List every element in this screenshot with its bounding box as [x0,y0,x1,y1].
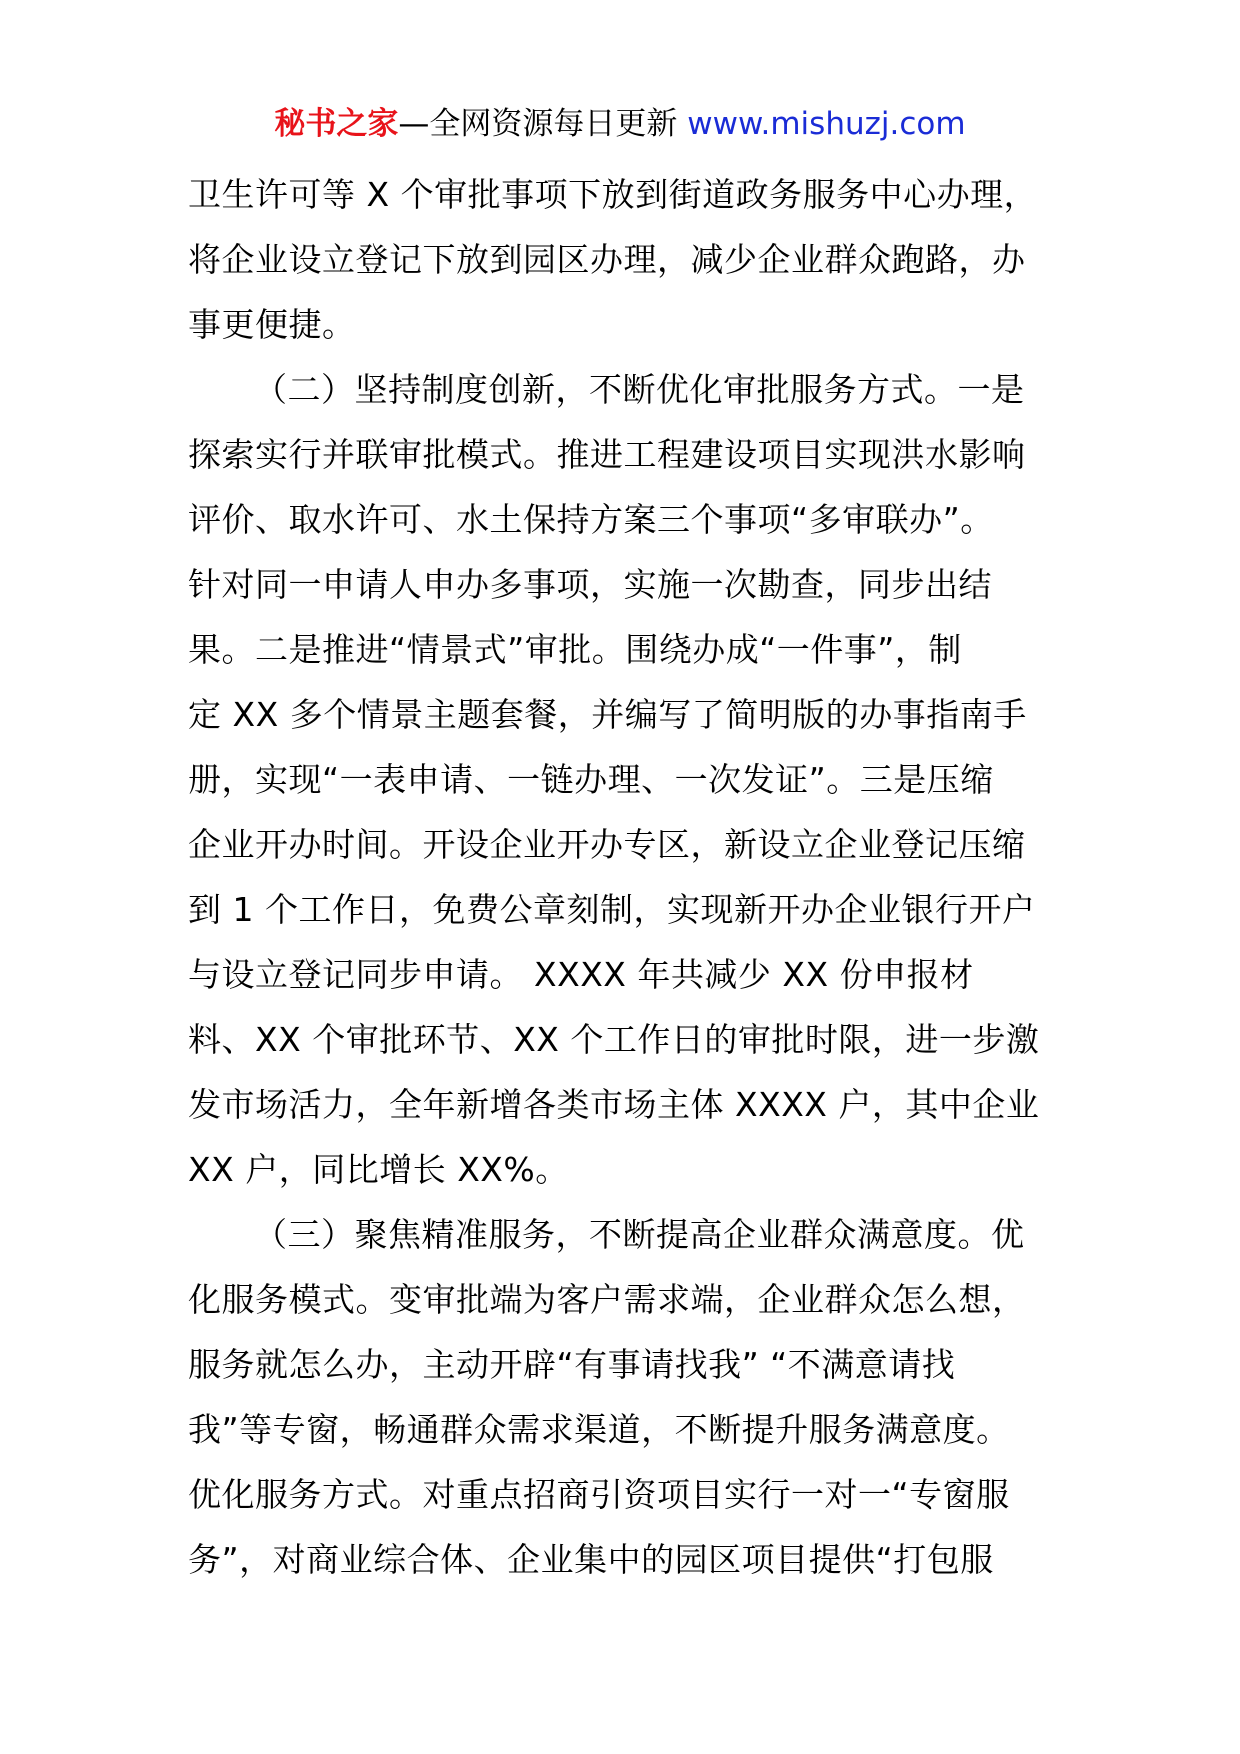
text-line: 事更便捷。 [188,305,356,344]
text-line: 果。二是推进“情景式”审批。围绕办成“一件事”，制 [188,630,962,669]
page-header [0,104,1240,144]
text-line: 务”，对商业综合体、企业集中的园区项目提供“打包服 [188,1540,994,1579]
site-url-link[interactable]: www.mishuzj.com [687,106,966,142]
text-line: 与设立登记同步申请。 XXXX 年共减少 XX 份申报材 [188,955,974,994]
text-line: 企业开办时间。开设企业开办专区，新设立企业登记压缩 [188,825,1026,864]
text-line: 将企业设立登记下放到园区办理，减少企业群众跑路，办 [188,240,1026,279]
text-line: 化服务模式。变审批端为客户需求端，企业群众怎么想， [188,1280,1026,1319]
text-line: 优化服务方式。对重点招商引资项目实行一对一“专窗服 [188,1475,1010,1514]
document-body [188,162,1056,1592]
text-line: 服务就怎么办，主动开辟“有事请找我” “不满意请找 [188,1345,956,1384]
text-line: 发市场活力，全年新增各类市场主体 XXXX 户，其中企业 [188,1085,1040,1124]
text-line: 探索实行并联审批模式。推进工程建设项目实现洪水影响 [188,435,1026,474]
text-line: XX 户，同比增长 XX%。 [188,1150,569,1189]
text-line: 定 XX 多个情景主题套餐，并编写了简明版的办事指南手 [188,695,1027,734]
text-line: 料、XX 个审批环节、XX 个工作日的审批时限，进一步激 [188,1020,1040,1059]
text-line: 针对同一申请人申办多事项，实施一次勘查，同步出结 [188,565,992,604]
text-line: 到 1 个工作日，免费公章刻制，实现新开办企业银行开户 [188,890,1036,929]
text-line: （三）聚焦精准服务，不断提高企业群众满意度。优 [254,1215,1025,1254]
header-tagline: —全网资源每日更新 [398,106,688,142]
text-line: 卫生许可等 X 个审批事项下放到街道政务服务中心办理， [188,175,1038,214]
text-line: 册，实现“一表申请、一链办理、一次发证”。三是压缩 [188,760,994,799]
text-line: 我”等专窗，畅通群众需求渠道，不断提升服务满意度。 [188,1410,1010,1449]
text-line: 评价、取水许可、水土保持方案三个事项“多审联办”。 [188,500,994,539]
brand-name: 秘书之家 [274,106,399,142]
text-line: （二）坚持制度创新，不断优化审批服务方式。一是 [254,370,1025,409]
